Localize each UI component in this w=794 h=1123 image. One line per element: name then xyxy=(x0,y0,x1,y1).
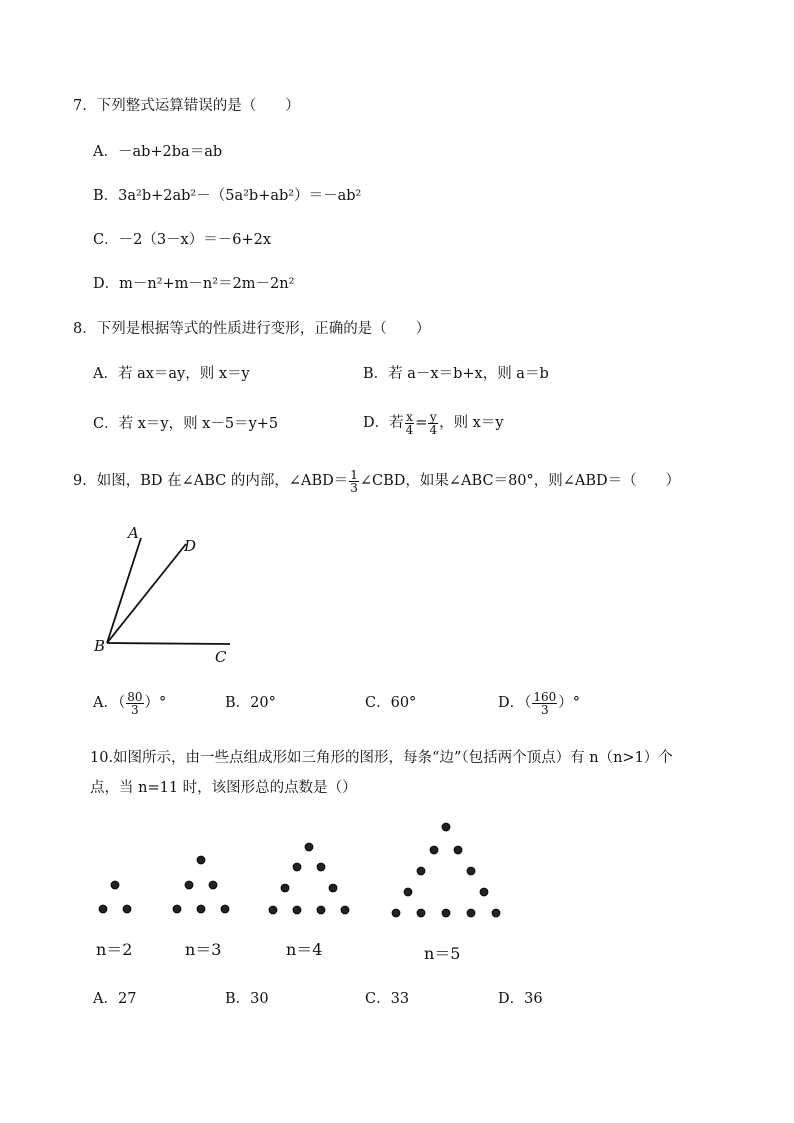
fraction-numerator: 160 xyxy=(533,689,557,704)
q9-d-suffix: ）° xyxy=(558,695,581,711)
q9-stem-part-1: 9．如图，BD 在∠ABC 的内部，∠ABD＝ xyxy=(73,473,349,489)
q9-d-prefix: D．（ xyxy=(498,695,532,711)
q7-option-a: A．－ab+2ba＝ab xyxy=(93,144,223,160)
label-n3: n＝3 xyxy=(185,940,222,959)
q8-option-b: B．若 a－x＝b+x，则 a＝b xyxy=(363,366,549,382)
q9-a-suffix: ）° xyxy=(144,695,167,711)
q9-a-fraction xyxy=(126,691,143,716)
q8-d-prefix: D．若 xyxy=(363,415,404,431)
label-a: A xyxy=(128,524,139,542)
label-d: D xyxy=(184,537,197,555)
q9-option-c: C．60° xyxy=(365,695,417,711)
fraction-denominator: 3 xyxy=(541,702,549,717)
fraction-denominator: 3 xyxy=(350,480,358,495)
q8-d-suffix: ，则 x＝y xyxy=(439,415,504,431)
fraction-denominator: 3 xyxy=(131,702,139,717)
triangle-n5 xyxy=(392,823,500,917)
fraction-numerator: x xyxy=(406,409,413,424)
q10-option-a: A．27 xyxy=(93,991,137,1007)
q8-option-c: C．若 x＝y，则 x－5＝y+5 xyxy=(93,416,279,432)
label-n2: n＝2 xyxy=(96,940,133,959)
triangle-n4 xyxy=(269,843,349,914)
q10-option-b: B．30 xyxy=(225,991,269,1007)
fraction-numerator: 1 xyxy=(350,467,358,482)
ray-ba xyxy=(107,538,141,643)
fraction-numerator: 80 xyxy=(127,689,143,704)
ray-bd xyxy=(107,544,186,643)
q9-stem-part-2: ∠CBD，如果∠ABC＝80°，则∠ABD＝（ ） xyxy=(359,473,681,489)
q9-option-d xyxy=(498,688,580,718)
q8-stem: 8．下列是根据等式的性质进行变形，正确的是（ ） xyxy=(73,321,431,337)
label-n5: n＝5 xyxy=(424,944,461,963)
fraction-numerator: y xyxy=(429,409,437,424)
fraction-denominator: 4 xyxy=(405,422,414,437)
q9-option-a xyxy=(93,688,166,718)
triangle-n3 xyxy=(173,856,229,913)
q7-option-c: C．－2（3－x）＝－6+2x xyxy=(93,232,271,248)
q7-option-d: D．m－n²+m－n²＝2m－2n² xyxy=(93,276,295,292)
q8-d-fraction-x xyxy=(405,411,415,436)
q8-option-d xyxy=(363,408,504,438)
q10-option-d: D．36 xyxy=(498,991,543,1007)
q8-d-fraction-y xyxy=(428,411,438,436)
q10-option-c: C．33 xyxy=(365,991,410,1007)
q9-stem-fraction xyxy=(349,469,359,494)
q8-option-a: A．若 ax＝ay，则 x＝y xyxy=(93,366,250,382)
label-b: B xyxy=(94,637,106,655)
q10-stem-line-2: 点，当 n=11 时，该图形总的点数是（） xyxy=(90,780,357,796)
fraction-denominator: 4 xyxy=(429,422,438,437)
q7-stem: 7．下列整式运算错误的是（ ） xyxy=(73,98,300,114)
label-n4: n＝4 xyxy=(286,940,323,959)
q9-a-prefix: A．（ xyxy=(93,695,126,711)
ray-bc xyxy=(107,643,230,644)
label-c: C xyxy=(215,648,227,666)
q9-stem xyxy=(73,466,680,496)
triangle-n2 xyxy=(99,881,131,913)
q7-option-b: B．3a²b+2ab²－（5a²b+ab²）＝－ab² xyxy=(93,188,362,204)
q10-dot-triangles-figure xyxy=(90,820,510,970)
q10-stem-line-1: 10.如图所示，由一些点组成形如三角形的图形，每条“边”（包括两个顶点）有 n（n>1）个 xyxy=(90,750,673,766)
q9-d-fraction xyxy=(532,691,557,716)
q8-d-equals: = xyxy=(415,415,428,431)
q9-option-b: B．20° xyxy=(225,695,276,711)
q9-angle-figure xyxy=(88,522,248,672)
